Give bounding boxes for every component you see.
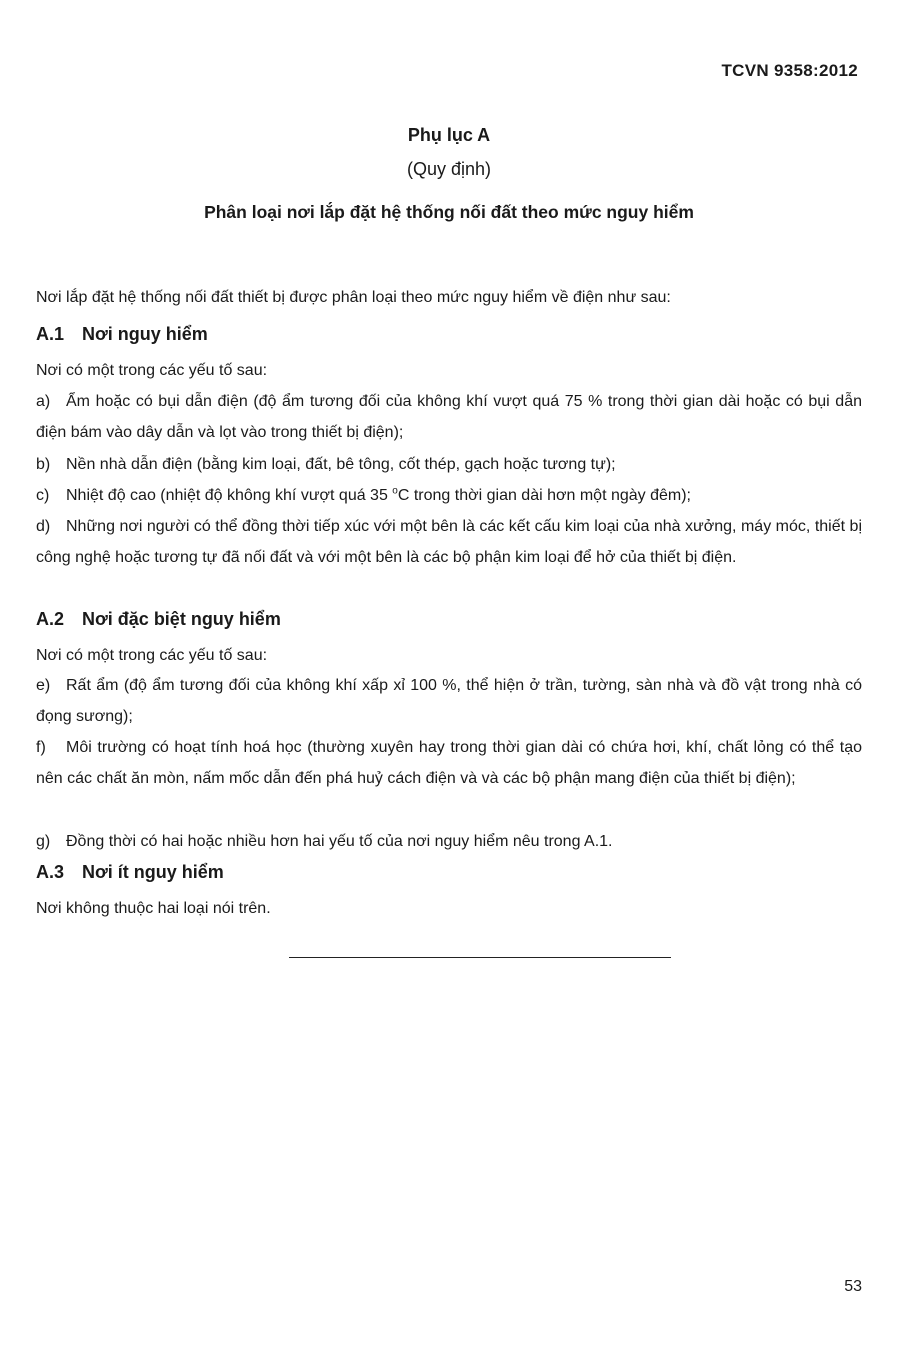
page-number: 53 [844,1278,862,1295]
section-heading-a3 [36,862,224,883]
item-text: Nền nhà dẫn điện (bằng kim loại, đất, bê tông, cốt thép, gạch hoặc tương tự); [66,456,616,473]
degree-superscript: o [392,485,398,497]
end-divider [289,957,671,958]
item-text: Đồng thời có hai hoặc nhiều hơn hai yếu tố của nơi nguy hiểm nêu trong A.1. [66,833,613,850]
section-lead-a3: Nơi không thuộc hai loại nói trên. [36,900,271,917]
section-lead-a1: Nơi có một trong các yếu tố sau: [36,362,268,379]
item-text: Rất ẩm (độ ẩm tương đối của không khí xấp xỉ 100 %, thể hiện ở trần, tường, sàn nhà và đồ vật trong nhà có đọng sương); [36,677,862,725]
list-item-f [36,732,862,794]
item-label: f) [36,739,46,756]
annex-title: Phụ lục A [407,125,491,145]
item-label: e) [36,677,51,694]
item-label: d) [36,518,51,535]
item-label: c) [36,487,50,504]
list-item-b [36,449,862,480]
section-title: Nơi ít nguy hiểm [82,862,224,882]
list-item-a [36,386,862,448]
list-item-e [36,670,862,732]
annex-heading: Phân loại nơi lắp đặt hệ thống nối đất theo mức nguy hiểm [204,202,694,222]
item-text-before: Nhiệt độ cao (nhiệt độ không khí vượt quá 35 [66,487,393,504]
item-text: Những nơi người có thể đồng thời tiếp xúc với một bên là các kết cấu kim loại của nhà xưởng, máy móc, thiết bị công nghệ hoặc tương tự đã nối đất và với một bên là các bộ phận kim loại để hở của thiết bị điện. [36,518,862,566]
section-heading-a1 [36,324,208,345]
standard-code: TCVN 9358:2012 [721,61,858,80]
section-heading-a2 [36,609,281,630]
item-label: g) [36,833,51,850]
item-label: a) [36,393,51,410]
section-number: A.1 [36,324,65,344]
item-text: Ẩm hoặc có bụi dẫn điện (độ ẩm tương đối của không khí vượt quá 75 % trong thời gian dài hoặc có bụi dẫn điện bám vào dây dẫn và lọt vào trong thiết bị điện); [36,393,862,441]
item-text: Môi trường có hoạt tính hoá học (thường xuyên hay trong thời gian dài có chứa hơi, khí, chất lỏng có thể tạo nên các chất ăn mòn, nấm mốc dẫn đến phá huỷ cách điện và và các bộ phận mang điện của thiết bị điện); [36,739,862,787]
intro-paragraph: Nơi lắp đặt hệ thống nối đất thiết bị được phân loại theo mức nguy hiểm về điện như sau: [36,289,671,306]
section-lead-a2: Nơi có một trong các yếu tố sau: [36,647,268,664]
list-item-c [36,480,862,511]
annex-type: (Quy định) [406,159,492,179]
item-text-after: C trong thời gian dài hơn một ngày đêm); [397,487,691,504]
section-title: Nơi nguy hiểm [82,324,208,344]
list-item-d [36,511,862,573]
section-number: A.3 [36,862,65,882]
section-title: Nơi đặc biệt nguy hiểm [82,609,281,629]
item-label: b) [36,456,51,473]
list-item-g [36,826,862,857]
section-number: A.2 [36,609,65,629]
